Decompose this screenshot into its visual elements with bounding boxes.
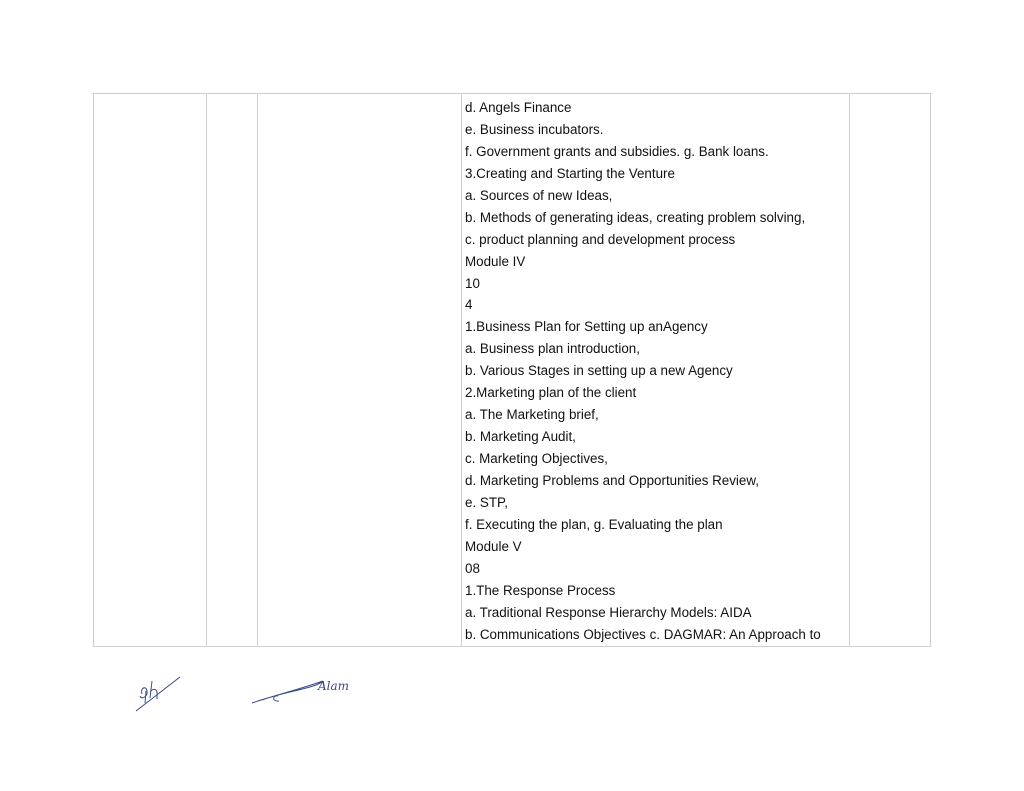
table-cell-content	[462, 94, 850, 647]
signature-text: Alam	[318, 679, 350, 693]
content-line: b. Methods of generating ideas, creating problem solving,	[465, 209, 806, 225]
content-line: 08	[465, 560, 480, 576]
content-line: 1.Business Plan for Setting up anAgency	[465, 319, 708, 335]
table-row	[94, 94, 931, 647]
syllabus-table	[93, 93, 931, 647]
content-line: b. Communications Objectives c. DAGMAR: An Approach to	[465, 626, 821, 642]
content-line: d. Angels Finance	[465, 100, 572, 115]
content-line: f. Government grants and subsidies. g. Bank loans.	[465, 143, 769, 159]
content-line: Module IV	[465, 253, 526, 269]
content-line: a. Business plan introduction,	[465, 341, 640, 357]
content-line: d. Marketing Problems and Opportunities Review,	[465, 472, 759, 488]
content-line: a. Traditional Response Hierarchy Models: AIDA	[465, 604, 752, 620]
table-cell-empty	[207, 94, 258, 647]
content-line: c. product planning and development process	[465, 231, 736, 247]
content-line: e. STP,	[465, 494, 508, 510]
content-line: f. Executing the plan, g. Evaluating the plan	[465, 516, 723, 532]
content-line: 10	[465, 275, 480, 291]
content-line: b. Marketing Audit,	[465, 429, 576, 445]
signature-mark-1	[132, 672, 184, 714]
table-cell-empty	[850, 94, 931, 647]
content-line: 4	[465, 297, 473, 313]
content-line: 1.The Response Process	[465, 582, 616, 598]
content-line: e. Business incubators.	[465, 121, 604, 137]
content-line: 2.Marketing plan of the client	[465, 385, 637, 401]
content-line: a. Sources of new Ideas,	[465, 187, 613, 203]
table-cell-empty	[94, 94, 207, 647]
content-lines	[462, 94, 849, 645]
content-line: a. The Marketing brief,	[465, 407, 599, 423]
signature-alam	[250, 674, 358, 706]
content-line: 3.Creating and Starting the Venture	[465, 165, 675, 181]
content-line: c. Marketing Objectives,	[465, 451, 608, 466]
table-cell-empty	[258, 94, 462, 647]
content-line: b. Various Stages in setting up a new Agency	[465, 363, 733, 379]
content-line: Module V	[465, 538, 522, 554]
